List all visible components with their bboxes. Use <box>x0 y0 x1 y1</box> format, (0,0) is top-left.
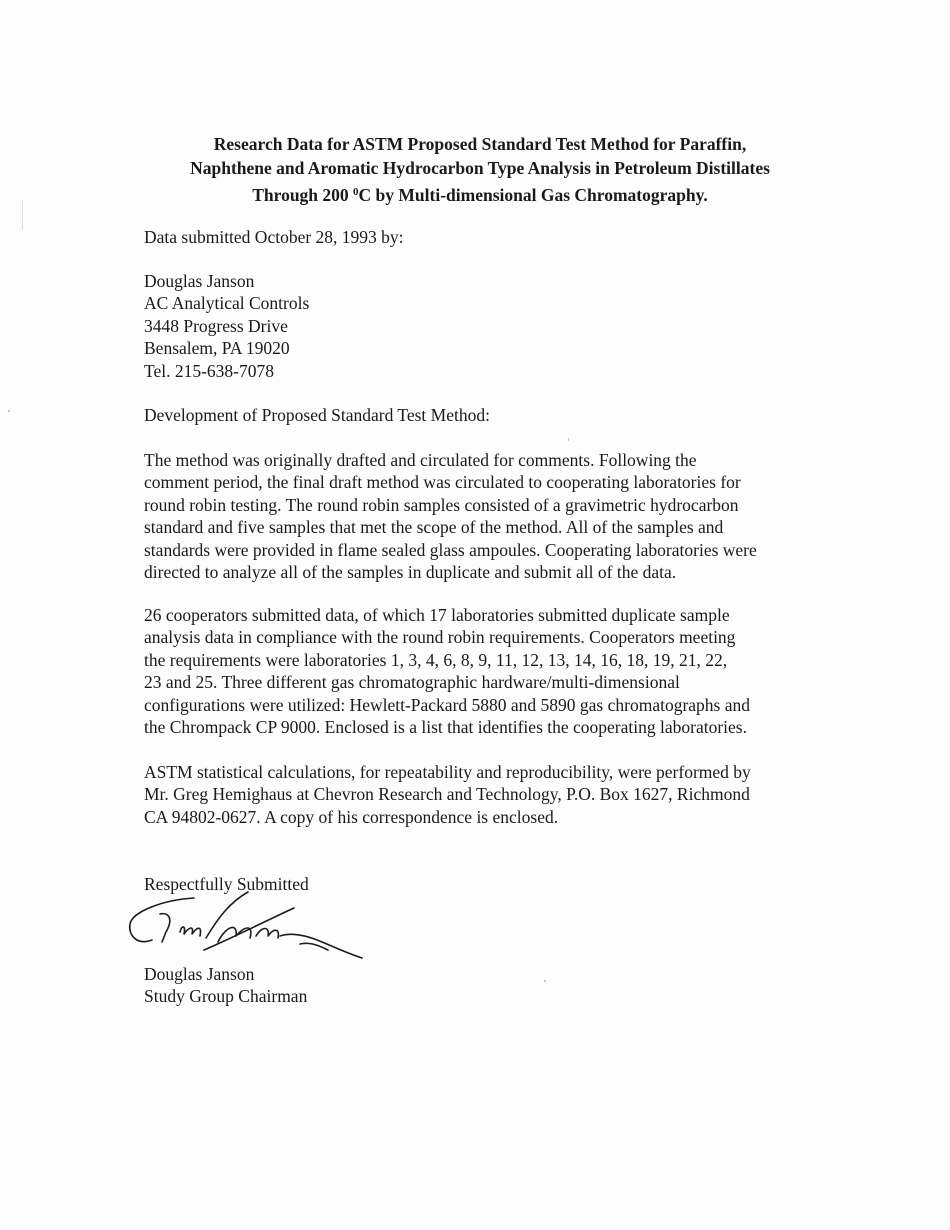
title-line-3 <box>120 180 840 207</box>
paragraph-line: The method was originally drafted and circulated for comments. Following the <box>144 450 697 470</box>
scan-speck <box>568 438 569 441</box>
title-line-3-start: Through 200 <box>252 185 354 205</box>
paragraph-statistics <box>144 761 751 828</box>
degree-superscript: 0 <box>353 186 359 198</box>
address-company: AC Analytical Controls <box>144 293 310 314</box>
scan-speck <box>544 980 546 982</box>
address-city: Bensalem, PA 19020 <box>144 338 290 359</box>
title-line-1: Research Data for ASTM Proposed Standard Test Method for Paraffin, <box>213 134 747 154</box>
title-line-2: Naphthene and Aromatic Hydrocarbon Type Analysis in Petroleum Distillates <box>190 158 770 178</box>
paragraph-line: ASTM statistical calculations, for repeatability and reproducibility, were performed by <box>144 762 751 782</box>
paragraph-cooperators <box>144 604 750 738</box>
handwritten-signature <box>122 888 382 968</box>
signature-block <box>144 963 307 1008</box>
submitted-line: Data submitted October 28, 1993 by: <box>144 227 404 247</box>
paragraph-line: standard and five samples that met the scope of the method. All of the samples and <box>144 517 724 538</box>
paragraph-method-development <box>144 449 757 583</box>
paragraph-line: Mr. Greg Hemighaus at Chevron Research and Technology, P.O. Box 1627, Richmond <box>144 784 750 805</box>
paragraph-line: 26 cooperators submitted data, of which 17 laboratories submitted duplicate sample <box>144 605 730 625</box>
paragraph-line: standards were provided in flame sealed glass ampoules. Cooperating laboratories were <box>144 539 757 560</box>
title-line-3-end: C by Multi-dimensional Gas Chromatography. <box>358 185 708 205</box>
paragraph-line: analysis data in compliance with the round robin requirements. Cooperators meeting <box>144 627 736 648</box>
paragraph-line: comment period, the final draft method was circulated to cooperating laboratories for <box>144 472 741 493</box>
paragraph-line: directed to analyze all of the samples in duplicate and submit all of the data. <box>144 562 677 583</box>
paragraph-line: the Chrompack CP 9000. Enclosed is a list that identifies the cooperating laboratories. <box>144 717 747 738</box>
paragraph-line: round robin testing. The round robin samples consisted of a gravimetric hydrocarbon <box>144 494 739 515</box>
address-phone: Tel. 215-638-7078 <box>144 360 275 381</box>
paragraph-line: 23 and 25. Three different gas chromatographic hardware/multi-dimensional <box>144 672 680 693</box>
address-name: Douglas Janson <box>144 271 255 291</box>
document-title <box>120 132 840 207</box>
development-heading: Development of Proposed Standard Test Method: <box>144 405 490 425</box>
address-street: 3448 Progress Drive <box>144 315 288 336</box>
signer-name: Douglas Janson <box>144 964 255 984</box>
paragraph-line: configurations were utilized: Hewlett-Packard 5880 and 5890 gas chromatographs and <box>144 694 750 715</box>
signer-role: Study Group Chairman <box>144 986 308 1007</box>
paragraph-line: the requirements were laboratories 1, 3, 4, 6, 8, 9, 11, 12, 13, 14, 16, 18, 19, 21, 22, <box>144 649 728 670</box>
scan-speck <box>8 410 10 412</box>
paragraph-line: CA 94802-0627. A copy of his correspondence is enclosed. <box>144 806 559 827</box>
scan-speck <box>22 200 23 230</box>
sender-address <box>144 270 309 382</box>
closing-salutation: Respectfully Submitted <box>144 874 309 894</box>
